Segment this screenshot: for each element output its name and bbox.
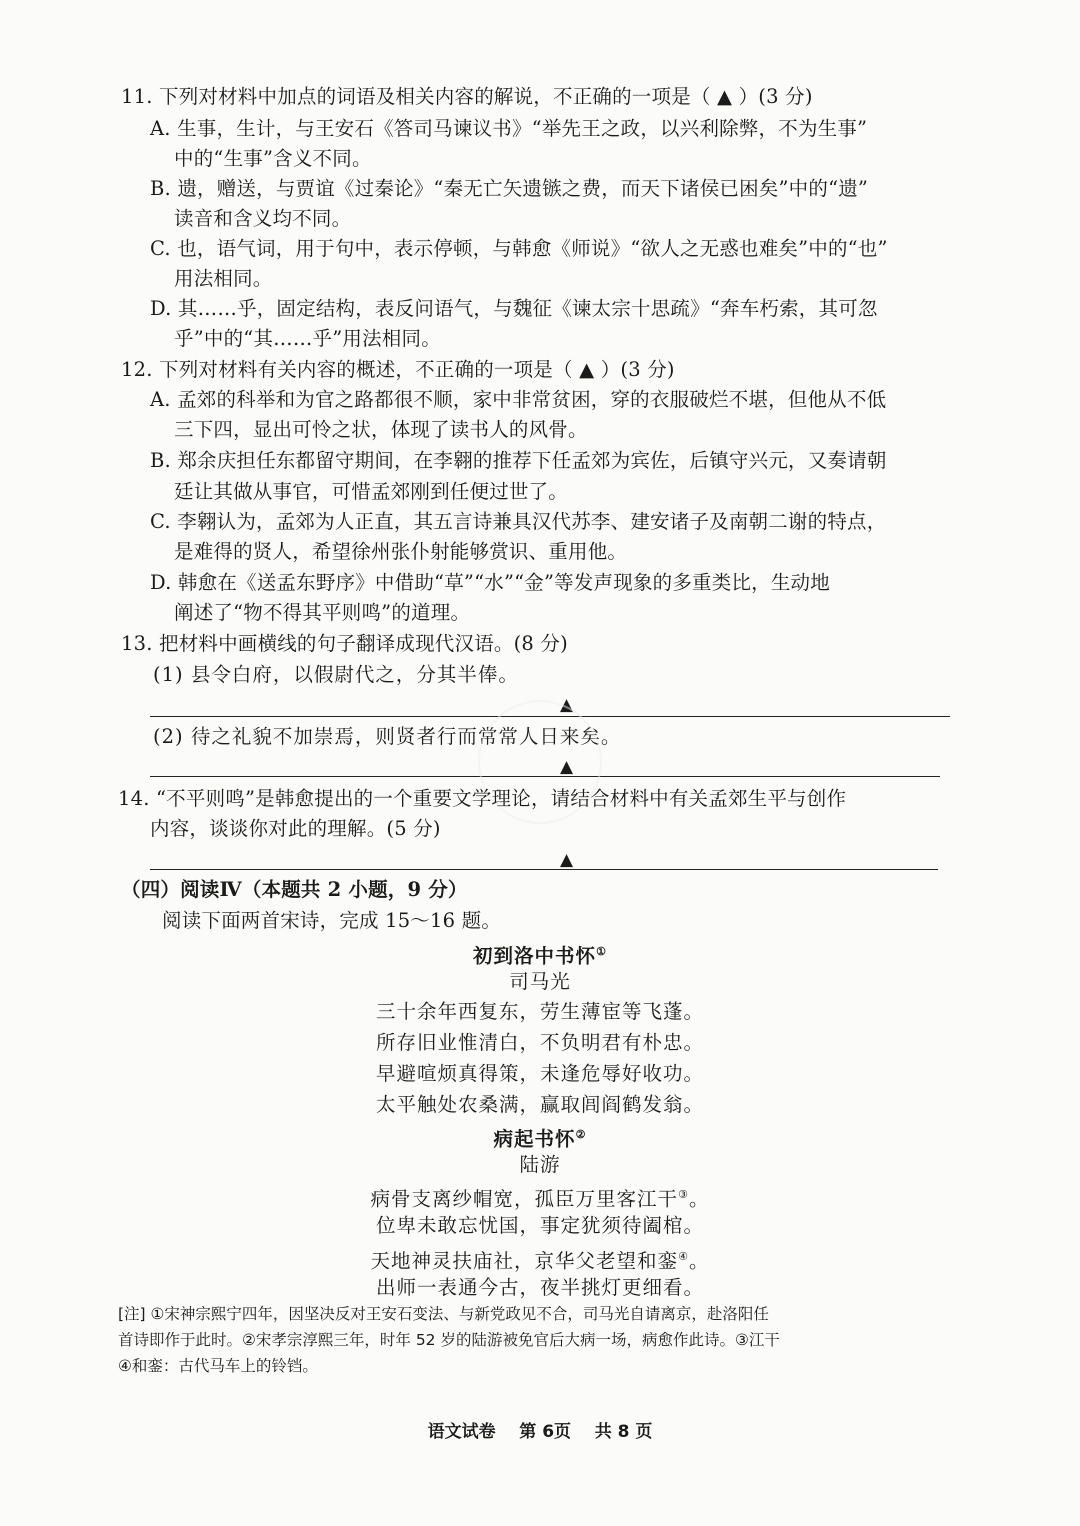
q13-sentence-1: (1) 县令白府，以假尉代之，分其半俸。 — [153, 663, 519, 686]
poem2-title: 病起书怀② — [493, 1127, 587, 1151]
poem1-title: 初到洛中书怀① — [473, 944, 607, 968]
poem1-line-2: 所存旧业惟清白，不负明君有朴忠。 — [375, 1031, 704, 1054]
poem1-line-3: 早避喧烦真得策，未逢危辱好收功。 — [375, 1062, 704, 1085]
q12-option-b: B. 郑余庆担任东都留守期间，在李翱的推荐下任孟郊为宾佐，后镇守兴元，又奏请朝 — [150, 449, 887, 472]
poem2-line-2: 位卑未敢忘忧国，事定犹须待阖棺。 — [375, 1214, 704, 1237]
q12-option-c-cont: 是难得的贤人，希望徐州张仆射能够赏识、重用他。 — [174, 540, 628, 563]
poem1-line-4: 太平触处农桑满，赢取闾阎鹤发翁。 — [375, 1093, 704, 1116]
q13-stem: 13. 把材料中画横线的句子翻译成现代汉语。(8 分) — [121, 632, 568, 655]
section-intro: 阅读下面两首宋诗，完成 15～16 题。 — [162, 909, 502, 932]
q11-stem: 11. 下列对材料中加点的词语及相关内容的解说，不正确的一项是（ ▲ ）(3 分) — [121, 85, 813, 108]
q12-stem: 12. 下列对材料有关内容的概述，不正确的一项是（ ▲ ）(3 分) — [121, 358, 675, 381]
note-line-2: 首诗即作于此时。②宋孝宗淳熙三年，时年 52 岁的陆游被免官后大病一场，病愈作此诗。③江干 — [118, 1331, 780, 1349]
note-line-3: ④和銮：古代马车上的铃铛。 — [118, 1357, 318, 1375]
q12-option-d: D. 韩愈在《送孟东野序》中借助“草”“水”“金”等发声现象的多重类比，生动地 — [150, 571, 830, 594]
note-line-1: [注] ①宋神宗熙宁四年，因坚决反对王安石变法、与新党政见不合，司马光自请离京，赴洛阳任 — [118, 1305, 769, 1323]
poem2-author: 陆游 — [519, 1153, 561, 1176]
answer-mark-13-1: ▲ — [560, 695, 574, 715]
q13-sentence-2: (2) 待之礼貌不加崇焉，则贤者行而常常人日来矣。 — [153, 725, 622, 748]
q11-option-b: B. 遗，赠送，与贾谊《过秦论》“秦无亡矢遗镞之费，而天下诸侯已困矣”中的“遗” — [150, 177, 869, 200]
answer-mark-13-2: ▲ — [560, 757, 574, 777]
q11-option-d: D. 其……乎，固定结构，表反问语气，与魏征《谏太宗十思疏》“奔车朽索，其可忽 — [150, 297, 878, 320]
q12-option-b-cont: 廷让其做从事官，可惜孟郊刚到任便过世了。 — [174, 480, 569, 503]
q14-line-2: 内容，谈谈你对此的理解。(5 分) — [150, 817, 441, 840]
q11-option-a: A. 生事，生计，与王安石《答司马谏议书》“举先王之政，以兴利除弊，不为生事” — [150, 117, 868, 140]
poem1-author: 司马光 — [509, 970, 571, 993]
poem2-line-3: 天地神灵扶庙社，京华父老望和銮④。 — [370, 1249, 710, 1273]
q11-option-c-cont: 用法相同。 — [174, 267, 273, 290]
q11-option-c: C. 也，语气词，用于句中，表示停顿，与韩愈《师说》“欲人之无惑也难矣”中的“也” — [150, 237, 888, 260]
poem2-line-1: 病骨支离纱帽宽，孤臣万里客江干③。 — [370, 1187, 710, 1211]
q12-option-a: A. 孟郊的科举和为官之路都很不顺，家中非常贫困，穿的衣服破烂不堪，但他从不低 — [150, 388, 887, 411]
q12-option-a-cont: 三下四，显出可怜之状，体现了读书人的风骨。 — [174, 418, 588, 441]
q11-option-d-cont: 乎”中的“其……乎”用法相同。 — [174, 327, 441, 350]
q11-option-b-cont: 读音和含义均不同。 — [174, 207, 352, 230]
q14-line-1: 14. “不平则鸣”是韩愈提出的一个重要文学理论，请结合材料中有关孟郊生平与创作 — [118, 787, 847, 810]
answer-mark-14: ▲ — [560, 850, 574, 870]
section-title: （四）阅读Ⅳ（本题共 2 小题，9 分） — [121, 878, 468, 901]
poem1-line-1: 三十余年西复东，劳生薄宦等飞蓬。 — [375, 1000, 704, 1023]
page-footer: 语文试卷 第 6页 共 8 页 — [427, 1422, 653, 1442]
answer-line-14[interactable] — [150, 869, 938, 870]
q11-option-a-cont: 中的“生事”含义不同。 — [174, 147, 372, 170]
q12-option-d-cont: 阐述了“物不得其平则鸣”的道理。 — [174, 601, 471, 624]
q12-option-c: C. 李翱认为，孟郊为人正直，其五言诗兼具汉代苏李、建安诸子及南朝二谢的特点， — [150, 510, 887, 533]
poem2-line-4: 出师一表通今古，夜半挑灯更细看。 — [375, 1276, 704, 1299]
